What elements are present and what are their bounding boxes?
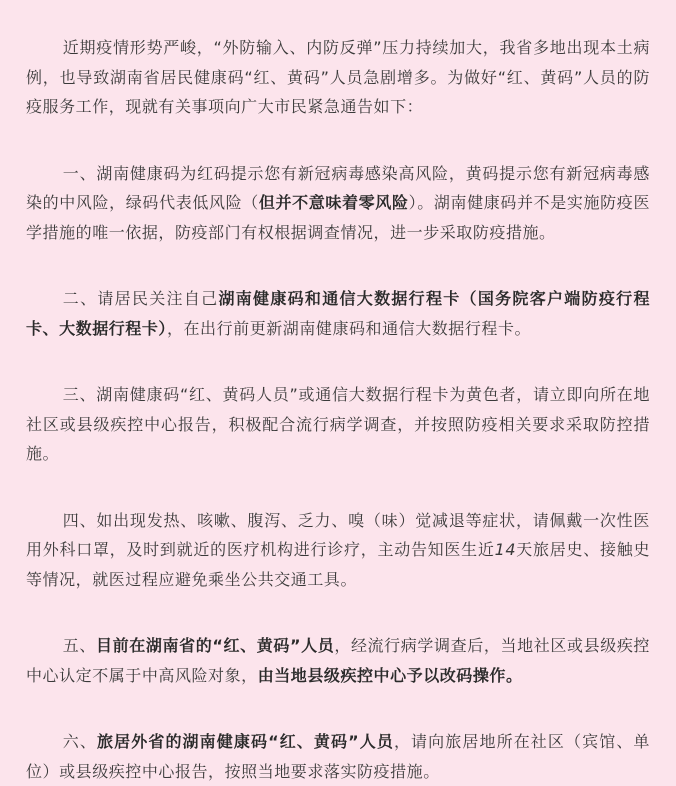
item-one-paragraph [26, 159, 650, 248]
text-segment: 天旅居史、接触史等情况，就医过程应避免乘坐公共交通工具。 [26, 540, 651, 589]
text-segment: 四、如出现发热、咳嗽、腹泻、乏力、嗅（味）觉减退等症状，请佩戴一次性医用外科口罩，及时到就近的医疗机构进行诊疗，主动告知医生近 [26, 510, 650, 559]
text-segment: ，经流行病学调查后，当地社区或县级疾控中心认定不属于中高风险对象， [26, 636, 650, 685]
text-segment: 六、 [62, 732, 98, 751]
text-segment: ，在出行前更新湖南健康码和通信大数据行程卡。 [166, 318, 532, 338]
text-segment: 一、湖南健康码为红码提示您有新冠病毒感染高风险，黄码提示您有新冠病毒感染的中风险，绿码代表低风险（ [26, 163, 650, 212]
text-segment: 三、湖南健康码“红、黄码人员”或通信大数据行程卡为黄色者，请立即向所在地社区或县级疾控中心报告，积极配合流行病学调查，并按照防疫相关要求采取防控措施。 [26, 385, 650, 463]
bold-segment: 湖南健康码和通信大数据行程卡（国务院客户端防疫行程卡、大数据行程卡） [26, 289, 650, 338]
text-segment: ，请向旅居地所在社区（宾馆、单位）或县级疾控中心报告，按照当地要求落实防疫措施。 [26, 732, 650, 781]
item-five-paragraph [26, 631, 650, 690]
text-segment: 五、 [62, 636, 97, 655]
bold-segment: 但并不意味着零风险 [258, 193, 409, 212]
text-segment: 近期疫情形势严峻，“外防输入、内防反弹”压力持续加大，我省多地出现本土病例，也导致湖南省居民健康码“红、黄码”人员急剧增多。为做好“红、黄码”人员的防疫服务工作，现就有关事项向广大市民紧急通告如下： [26, 38, 650, 116]
item-four-paragraph [26, 506, 650, 595]
bold-segment: 旅居外省的湖南健康码“红、黄码”人员 [97, 732, 394, 751]
item-two-paragraph [26, 284, 650, 343]
number-segment: 14 [494, 540, 517, 559]
item-three-paragraph [26, 380, 650, 469]
bold-segment: 目前在湖南省的“红、黄码”人员 [96, 636, 335, 655]
text-segment: ）。湖南健康码并不是实施防疫医学措施的唯一依据，防疫部门有权根据调查情况，进一步采取防疫措施。 [26, 193, 650, 242]
item-six-paragraph [26, 727, 650, 786]
intro-paragraph [26, 33, 650, 122]
text-segment: 二、请居民关注自己 [62, 289, 219, 308]
bold-segment: 由当地县级疾控中心予以改码操作。 [257, 665, 523, 685]
